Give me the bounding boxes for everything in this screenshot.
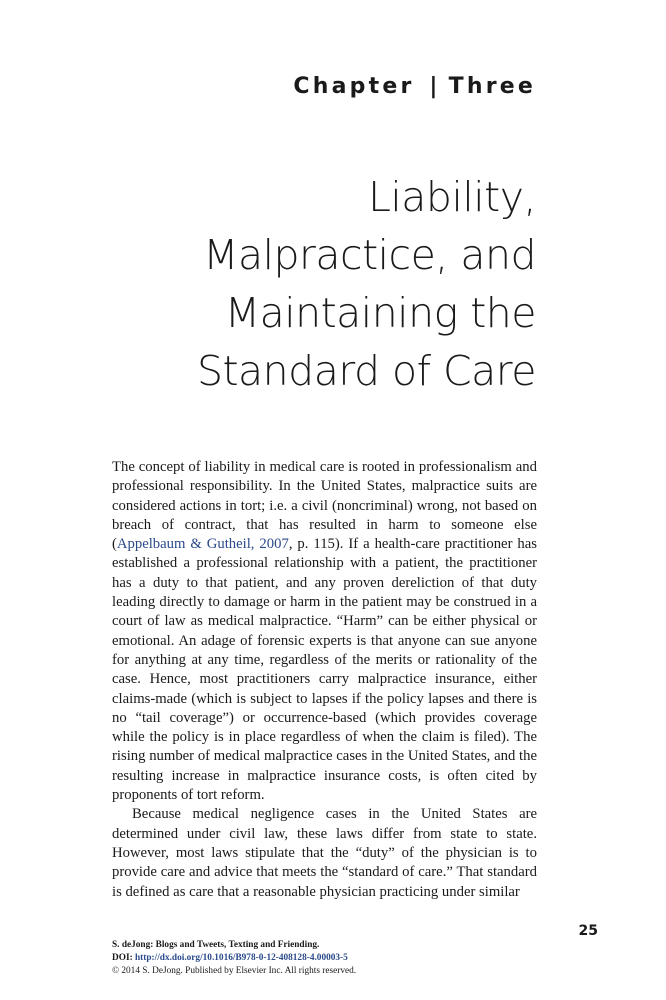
title-line: Standard of Care: [196, 347, 536, 395]
chapter-number: Three: [448, 74, 536, 99]
chapter-word: Chapter: [293, 74, 415, 99]
paragraph-text: , p. 115). If a health-care practitioner has established a professional relationship with a patient, the practitioner has a duty to that patient, and any proven dereliction of that duty leading directly to damage or harm in the patient may be construed in a court of law as medical malpractice. “Harm” can be either physical or emotional. An adage of forensic experts is that anyone can sue anyone for anything at any time, regardless of the merits or rationality of the case. Hence, most practitioners carry malpractice insurance, either claims-made (which is subject to lapses if the policy lapses and there is no “tail coverage”) or occurrence-based (which provides coverage while the policy is in place regardless of when the claim is filed). The rising number of medical malpractice cases in the United States, and the resulting increase in malpractice insurance costs, is often cited by proponents of tort reform.: [112, 536, 537, 804]
doi-label: DOI:: [112, 953, 135, 963]
title-line: Maintaining the: [224, 289, 536, 337]
footer-book: S. deJong: Blogs and Tweets, Texting and Friending.: [112, 940, 320, 950]
citation-link[interactable]: Appelbaum & Gutheil, 2007: [116, 536, 289, 553]
chapter-title: [96, 168, 536, 400]
doi-link[interactable]: http://dx.doi.org/10.1016/B978-0-12-408128-4.00003-5: [134, 953, 348, 963]
title-line: Malpractice, and: [203, 231, 536, 279]
body-text: [112, 458, 537, 902]
title-line: Liability,: [368, 173, 536, 221]
page-number: 25: [578, 923, 598, 939]
footer-doi: [112, 952, 356, 965]
paragraph: Because medical negligence cases in the United States are determined under civil law, these laws differ from state to state. However, most laws stipulate that the “duty” of the physician is to provide care and advice that meets the “standard of care.” That standard is defined as care that a reasonable physician practicing under similar: [112, 806, 537, 900]
paragraph-text: The concept of liability in medical care is rooted in professionalism and professional responsibility. In the United States, malpractice suits are considered actions in tort; i.e. a civil (noncriminal) wrong, not based on breach of contract, that has resulted in harm to someone else (: [112, 459, 537, 553]
footer-copyright: © 2014 S. DeJong. Published by Elsevier Inc. All rights reserved.: [112, 966, 357, 976]
chapter-label: [293, 74, 536, 99]
paragraph: [112, 458, 537, 805]
chapter-separator: |: [429, 74, 441, 99]
footer: [112, 939, 356, 978]
